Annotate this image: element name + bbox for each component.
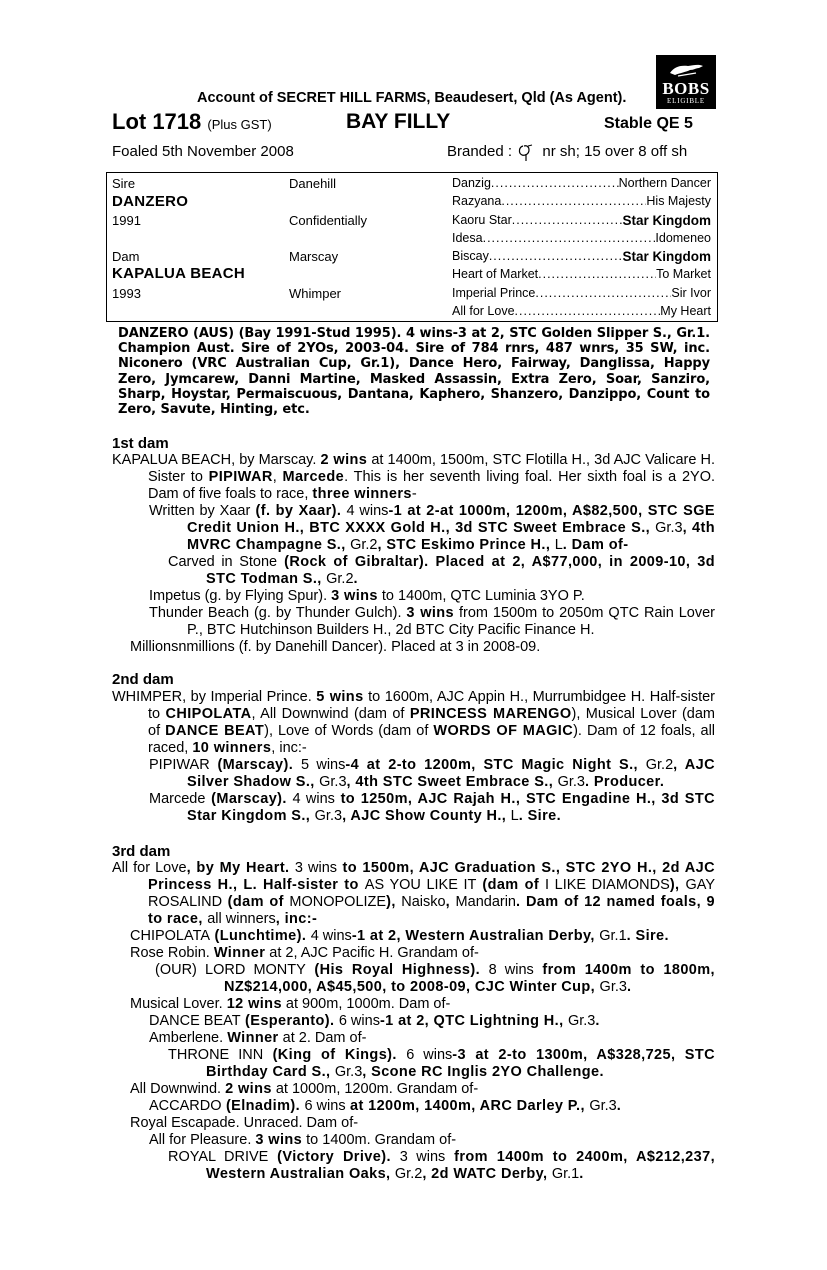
- emphasis-text: Winner: [213, 945, 266, 961]
- dam-dam: Whimper: [289, 286, 342, 301]
- emphasis-text: , inc:-: [275, 911, 318, 927]
- dam-entry: KAPALUA BEACH, by Marscay. 2 wins at 1400m, 1500m, STC Flotilla H., 3d AJC Valicare H. Sister to PIPIWAR, Marcede. This is her seventh living foal. Her sixth foal is a 2YO. Dam of five foals to race, three winners-: [112, 452, 715, 502]
- ancestor-sire: Star Kingdom: [622, 213, 711, 228]
- ancestor-row: [452, 212, 711, 229]
- emphasis-text: (Marscay).: [209, 757, 301, 773]
- sire-year: 1991: [112, 213, 141, 228]
- emphasis-text: (Esperanto).: [240, 1013, 339, 1029]
- ancestor-name: Razyana: [452, 194, 502, 208]
- emphasis-text: (Marscay).: [205, 791, 293, 807]
- third-dam-section: [112, 860, 715, 1183]
- emphasis-text: , AJC Show County H.,: [342, 808, 511, 824]
- emphasis-text: , 4th MVRC Champagne S.,: [187, 520, 715, 553]
- emphasis-text: 12 wins: [226, 996, 282, 1012]
- emphasis-text: (His Royal Highness).: [305, 962, 489, 978]
- emphasis-text: Marcede: [282, 469, 345, 485]
- sire-dam: Confidentially: [289, 213, 368, 228]
- emphasis-text: . Producer.: [584, 774, 665, 790]
- ancestor-row: [452, 285, 711, 302]
- emphasis-text: 2 wins: [225, 1081, 272, 1097]
- lot-label: Lot 1718: [112, 109, 202, 134]
- logo-name: BOBS: [662, 79, 710, 98]
- stable-location: Stable QE 5: [604, 115, 693, 132]
- ancestor-row: [452, 266, 711, 283]
- emphasis-text: 3 wins: [406, 605, 455, 621]
- ancestor-sire: Idomeneo: [655, 231, 711, 245]
- ancestor-sire: Northern Dancer: [618, 176, 711, 190]
- progeny-entry: PIPIWAR (Marscay). 5 wins-4 at 2-to 1200m, STC Magic Night S., Gr.2, AJC Silver Shadow S., Gr.3, 4th STC Sweet Embrace S., Gr.3. Producer.: [149, 757, 716, 790]
- vendor-account: Account of SECRET HILL FARMS, Beaudesert, Qld (As Agent).: [197, 90, 627, 106]
- ancestor-sire: His Majesty: [646, 194, 711, 208]
- emphasis-text: (Lunchtime).: [210, 928, 311, 944]
- emphasis-text: , AJC Silver Shadow S.,: [187, 757, 716, 790]
- emphasis-text: (dam of: [222, 894, 290, 910]
- ancestor-row: [452, 248, 711, 265]
- progeny-entry: Royal Escapade. Unraced. Dam of-: [130, 1115, 359, 1131]
- progeny-entry: Musical Lover. 12 wins at 900m, 1000m. Dam of-: [130, 996, 451, 1012]
- emphasis-text: , STC Eskimo Prince H.,: [377, 537, 555, 553]
- emphasis-text: , 4th STC Sweet Embrace S.,: [346, 774, 558, 790]
- emphasis-text: 3 wins: [331, 588, 378, 604]
- progeny-entry: Marcede (Marscay). 4 wins to 1250m, AJC Rajah H., STC Engadine H., 3d STC Star Kingdom S., Gr.3, AJC Show County H., L. Sire.: [149, 791, 715, 824]
- dam-year: 1993: [112, 286, 141, 301]
- emphasis-text: .: [353, 571, 358, 587]
- dam-label: Dam: [112, 249, 140, 264]
- branded-detail: nr sh; 15 over 8 off sh: [542, 143, 688, 160]
- emphasis-text: , Scone RC Inglis 2YO Challenge.: [362, 1064, 604, 1080]
- progeny-entry: Rose Robin. Winner at 2, AJC Pacific H. Grandam of-: [130, 945, 479, 961]
- second-dam-heading: 2nd dam: [112, 671, 174, 688]
- emphasis-text: DANCE BEAT: [165, 723, 265, 739]
- emphasis-text: -4 at 2-to 1200m, STC Magic Night S.,: [345, 757, 646, 773]
- ancestor-sire: Sir Ivor: [671, 286, 711, 300]
- third-dam-heading: 3rd dam: [112, 843, 171, 860]
- progeny-entry: (OUR) LORD MONTY (His Royal Highness). 8 wins from 1400m to 1800m, NZ$214,000, A$45,500, to 2008-09, CJC Winter Cup, Gr.3.: [155, 962, 715, 995]
- ancestor-sire: Star Kingdom: [622, 249, 711, 264]
- emphasis-text: 3 wins: [255, 1132, 303, 1148]
- emphasis-text: . Sire.: [518, 808, 562, 824]
- gst-note: (Plus GST): [207, 117, 272, 132]
- horse-description: BAY FILLY: [346, 110, 451, 133]
- emphasis-text: , by My Heart.: [186, 860, 295, 876]
- sire-label: Sire: [112, 176, 136, 191]
- progeny-entry: Millionsnmillions (f. by Danehill Dancer). Placed at 3 in 2008-09.: [130, 639, 541, 655]
- ancestor-name: Heart of Market: [452, 267, 539, 281]
- logo-sub: ELIGIBLE: [667, 97, 705, 105]
- emphasis-text: . Dam of 12 named foals, 9 to race,: [148, 894, 716, 927]
- emphasis-text: WORDS OF MAGIC: [433, 723, 574, 739]
- emphasis-text: .: [616, 1098, 622, 1114]
- progeny-entry: CHIPOLATA (Lunchtime). 4 wins-1 at 2, Western Australian Derby, Gr.1. Sire.: [130, 928, 669, 944]
- emphasis-text: (King of Kings).: [263, 1047, 407, 1063]
- progeny-entry: Impetus (g. by Flying Spur). 3 wins to 1400m, QTC Luminia 3YO P.: [149, 588, 585, 604]
- emphasis-text: ,: [445, 894, 456, 910]
- bobs-eligible-logo: [656, 55, 716, 109]
- ancestor-name: Biscay: [452, 249, 489, 263]
- lot-number: [112, 109, 272, 135]
- ancestor-row: [452, 230, 711, 247]
- emphasis-text: from 1400m to 1800m, NZ$214,000, A$45,500, to 2008-09, CJC Winter Cup,: [224, 962, 715, 995]
- progeny-entry: Written by Xaar (f. by Xaar). 4 wins-1 at 2-at 1000m, 1200m, A$82,500, STC SGE Credit Union H., BTC XXXX Gold H., 3d STC Sweet Embrace S., Gr.3, 4th MVRC Champagne S., Gr.2, STC Eskimo Prince H., L. Dam of-: [149, 503, 715, 553]
- progeny-entry: All for Pleasure. 3 wins to 1400m. Grandam of-: [149, 1132, 457, 1148]
- emphasis-text: Winner: [227, 1030, 279, 1046]
- branded-info: [447, 143, 687, 163]
- emphasis-text: (Victory Drive).: [268, 1149, 400, 1165]
- emphasis-text: (Rock of Gibraltar). Placed at 2, A$77,000, in 2009-10, 3d STC Todman S.,: [206, 554, 716, 587]
- emphasis-text: -1 at 2, QTC Lightning H.,: [379, 1013, 568, 1029]
- emphasis-text: (f. by Xaar).: [250, 503, 347, 519]
- ancestor-row: [452, 193, 711, 210]
- emphasis-text: .: [579, 1166, 584, 1182]
- emphasis-text: -1 at 2-at 1000m, 1200m, A$82,500, STC SGE Credit Union H., BTC XXXX Gold H., 3d STC Sweet Embrace S.,: [187, 503, 715, 536]
- horse-head-logo-icon: [666, 61, 706, 79]
- first-dam-heading: 1st dam: [112, 435, 169, 452]
- ancestor-name: Kaoru Star: [452, 213, 512, 227]
- ancestor-name: Idesa: [452, 231, 483, 245]
- progeny-entry: THRONE INN (King of Kings). 6 wins-3 at 2-to 1300m, A$328,725, STC Birthday Card S., Gr.3, Scone RC Inglis 2YO Challenge.: [168, 1047, 715, 1080]
- emphasis-text: (dam of: [476, 877, 546, 893]
- emphasis-text: ),: [669, 877, 686, 893]
- progeny-entry: DANCE BEAT (Esperanto). 6 wins-1 at 2, QTC Lightning H., Gr.3.: [149, 1013, 600, 1029]
- emphasis-text: .: [626, 979, 632, 995]
- progeny-entry: ROYAL DRIVE (Victory Drive). 3 wins from 1400m to 2400m, A$212,237, Western Australian Oaks, Gr.2, 2d WATC Derby, Gr.1.: [168, 1149, 716, 1182]
- emphasis-text: to 1500m, AJC Graduation S., STC 2YO H., 2d AJC Princess H., L. Half-sister to: [148, 860, 715, 893]
- emphasis-text: at 1200m, 1400m, ARC Darley P.,: [345, 1098, 590, 1114]
- emphasis-text: three winners: [312, 486, 412, 502]
- emphasis-text: PRINCESS MARENGO: [409, 706, 572, 722]
- emphasis-text: (Elnadim).: [221, 1098, 305, 1114]
- sire-name: DANZERO: [112, 193, 189, 210]
- ancestor-name: All for Love: [452, 304, 515, 318]
- ancestor-name: Danzig: [452, 176, 491, 190]
- ancestor-sire: To Market: [656, 267, 711, 281]
- emphasis-text: CHIPOLATA: [165, 706, 252, 722]
- progeny-entry: Amberlene. Winner at 2. Dam of-: [149, 1030, 367, 1046]
- dam-entry: WHIMPER, by Imperial Prince. 5 wins to 1600m, AJC Appin H., Murrumbidgee H. Half-sister to CHIPOLATA, All Downwind (dam of PRINCESS MARENGO), Musical Lover (dam of DANCE BEAT), Love of Words (dam of WORDS OF MAGIC). Dam of 12 foals, all raced, 10 winners, inc:-: [112, 689, 716, 756]
- ancestor-name: Imperial Prince: [452, 286, 536, 300]
- emphasis-text: 10 winners: [192, 740, 272, 756]
- progeny-entry: ACCARDO (Elnadim). 6 wins at 1200m, 1400m, ARC Darley P., Gr.3.: [149, 1098, 622, 1114]
- progeny-entry: Thunder Beach (g. by Thunder Gulch). 3 wins from 1500m to 2050m QTC Rain Lover P., BTC Hutchinson Builders H., 2d BTC City Pacific Finance H.: [149, 605, 715, 638]
- progeny-entry: All Downwind. 2 wins at 1000m, 1200m. Grandam of-: [130, 1081, 479, 1097]
- emphasis-text: from 1400m to 2400m, A$212,237, Western Australian Oaks,: [206, 1149, 716, 1182]
- emphasis-text: .: [595, 1013, 600, 1029]
- emphasis-text: 5 wins: [316, 689, 364, 705]
- brand-mark-icon: [516, 143, 538, 163]
- first-dam-section: [112, 452, 715, 656]
- emphasis-text: , 2d WATC Derby,: [422, 1166, 552, 1182]
- dam-sire: Marscay: [289, 249, 339, 264]
- emphasis-text: . Dam of-: [562, 537, 629, 553]
- second-dam-section: [112, 689, 715, 825]
- pedigree-table: [106, 172, 718, 322]
- emphasis-text: PIPIWAR: [208, 469, 273, 485]
- ancestor-row: [452, 175, 711, 192]
- ancestor-row: [452, 303, 711, 320]
- emphasis-text: ),: [386, 894, 402, 910]
- ancestor-sire: My Heart: [660, 304, 711, 318]
- sire-sire: Danehill: [289, 176, 336, 191]
- emphasis-text: 2 wins: [320, 452, 368, 468]
- emphasis-text: to 1250m, AJC Rajah H., STC Engadine H., 3d STC Star Kingdom S.,: [187, 791, 715, 824]
- dam-entry: All for Love, by My Heart. 3 wins to 1500m, AJC Graduation S., STC 2YO H., 2d AJC Princess H., L. Half-sister to AS YOU LIKE IT (dam of I LIKE DIAMONDS), GAY ROSALIND (dam of MONOPOLIZE), Naisko, Mandarin. Dam of 12 named foals, 9 to race, all winners, inc:-: [112, 860, 716, 927]
- emphasis-text: -3 at 2-to 1300m, A$328,725, STC Birthday Card S.,: [206, 1047, 715, 1080]
- foaled-date: Foaled 5th November 2008: [112, 143, 294, 160]
- emphasis-text: . Sire.: [626, 928, 669, 944]
- branded-label: Branded :: [447, 143, 513, 160]
- sire-summary: DANZERO (AUS) (Bay 1991-Stud 1995). 4 wins-3 at 2, STC Golden Slipper S., Gr.1. Champion Aust. Sire of 2YOs, 2003-04. Sire of 784 rnrs, 487 wnrs, 35 SW, inc. Niconero (VRC Australian Cup, Gr.1), Dance Hero, Fairway, Danglissa, Happy Zero, Jymcarew, Danni Martine, Masked Assassin, Extra Zero, Soar, Sanziro, Sharp, Hoystar, Permaiscuous, Dantana, Kaphero, Shanzero, Danzippo, Count to Zero, Savute, Hinting, etc.: [118, 326, 710, 418]
- progeny-entry: Carved in Stone (Rock of Gibraltar). Placed at 2, A$77,000, in 2009-10, 3d STC Todman S., Gr.2.: [168, 554, 716, 587]
- emphasis-text: -1 at 2, Western Australian Derby,: [351, 928, 600, 944]
- dam-name: KAPALUA BEACH: [112, 265, 246, 282]
